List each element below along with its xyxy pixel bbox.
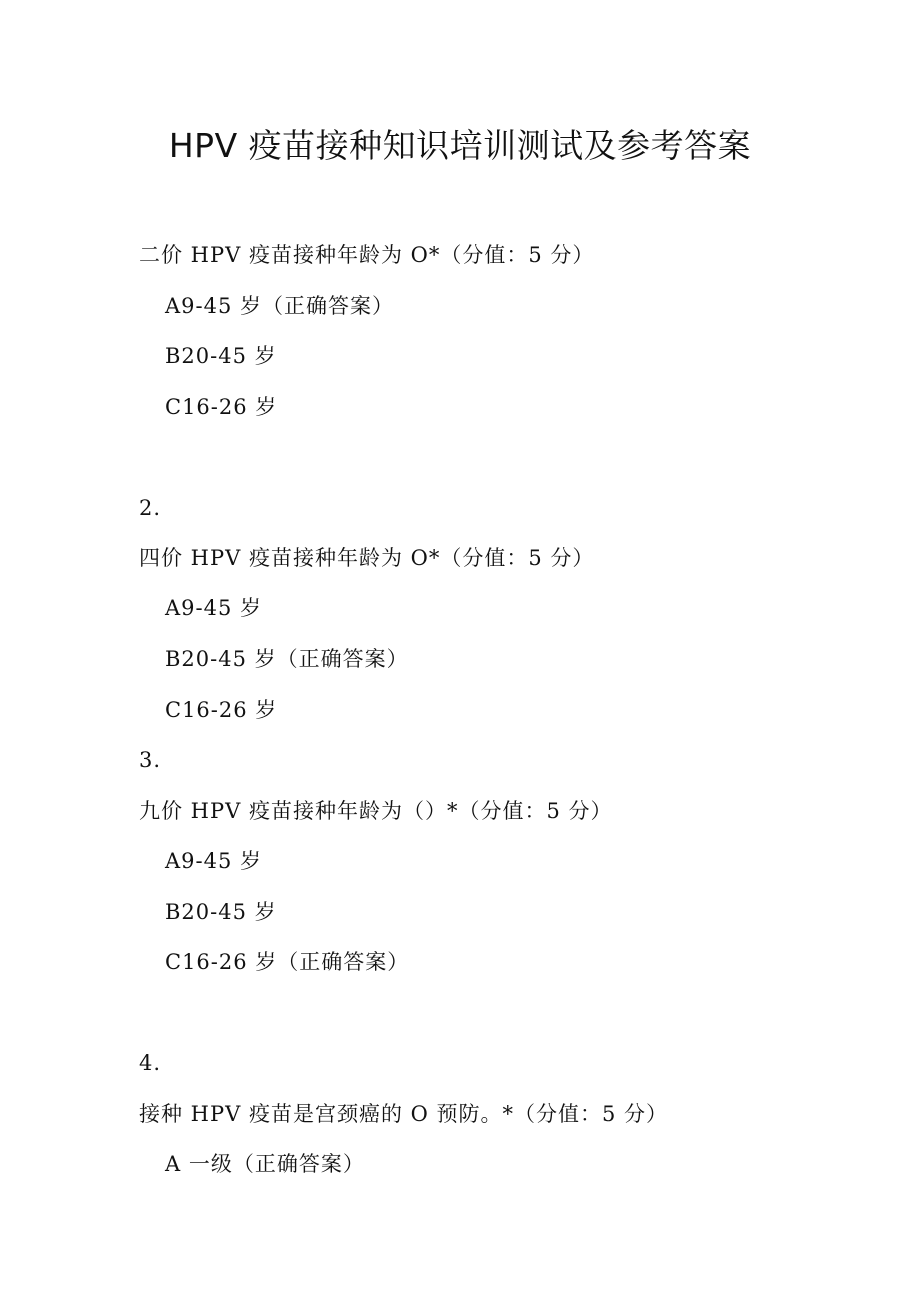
question-1-option-c: C16-26 岁 (165, 395, 278, 419)
question-3-option-b: B20-45 岁 (165, 900, 277, 924)
question-2-option-b: B20-45 岁（正确答案） (165, 647, 409, 671)
question-1-text: 二价 HPV 疫苗接种年龄为 O*（分值：5 分） (139, 243, 595, 267)
question-2-option-a: A9-45 岁 (165, 596, 263, 620)
document-title: HPV 疫苗接种知识培训测试及参考答案 (168, 126, 752, 165)
question-4-text: 接种 HPV 疫苗是宫颈癌的 O 预防。*（分值：5 分） (139, 1102, 669, 1126)
question-1-option-b: B20-45 岁 (165, 344, 277, 368)
question-2-text: 四价 HPV 疫苗接种年龄为 O*（分值：5 分） (139, 546, 595, 570)
question-3-number: 3. (139, 748, 162, 772)
question-3-option-a: A9-45 岁 (165, 849, 263, 873)
question-3-option-c: C16-26 岁（正确答案） (165, 950, 410, 974)
question-3-text: 九价 HPV 疫苗接种年龄为（）*（分值：5 分） (139, 799, 613, 823)
question-4-number: 4. (139, 1051, 162, 1075)
question-4-option-a: A 一级（正确答案） (165, 1152, 365, 1176)
question-2-option-c: C16-26 岁 (165, 698, 278, 722)
question-2-number: 2. (139, 496, 162, 520)
question-1-option-a: A9-45 岁（正确答案） (165, 294, 395, 318)
